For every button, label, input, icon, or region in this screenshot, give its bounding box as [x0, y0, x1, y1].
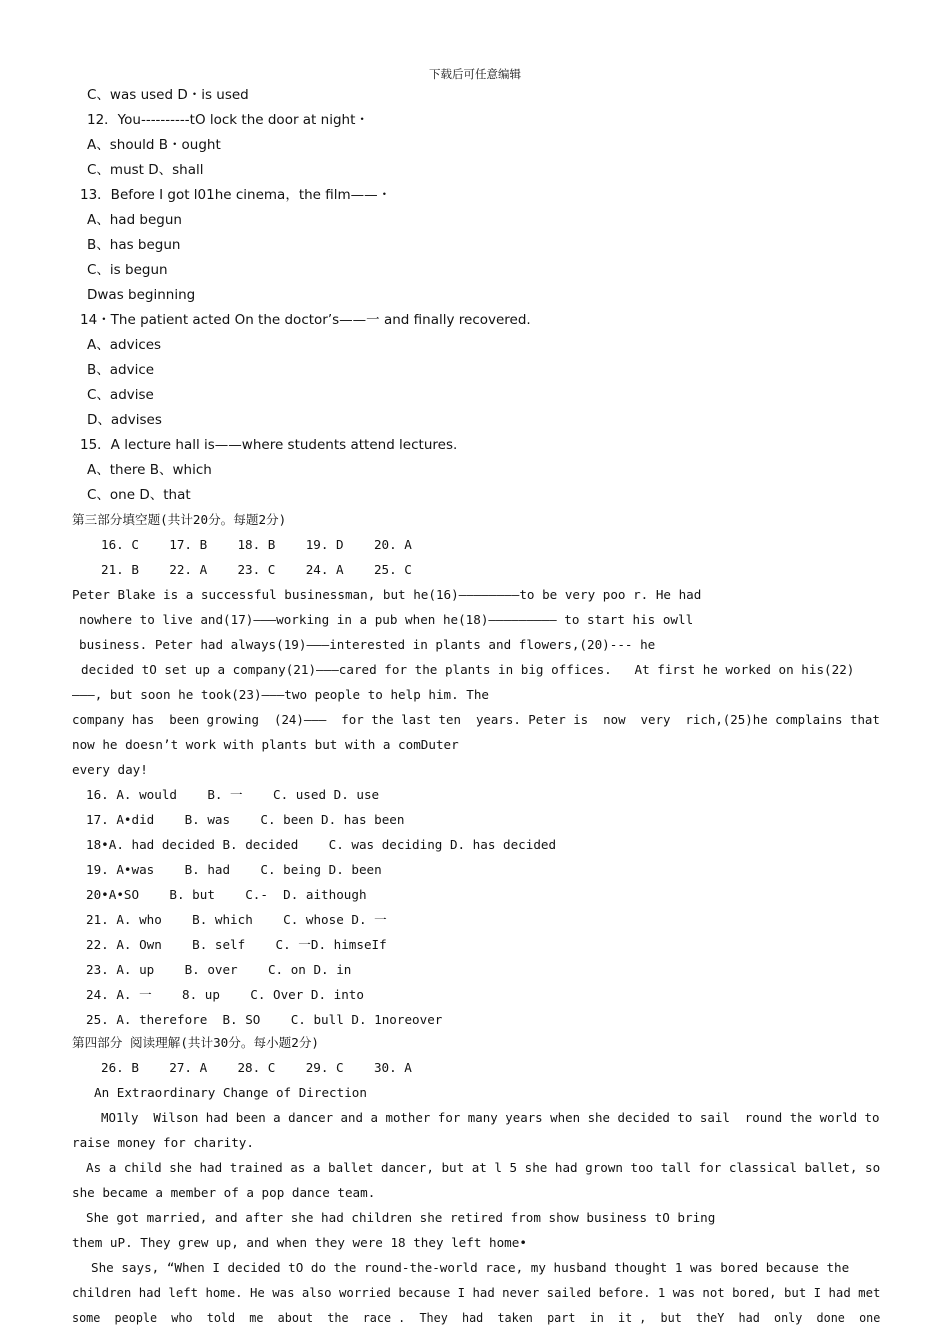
question-15-options-ab: A、there B、which	[87, 462, 212, 478]
question-14-option-c: C、advise	[87, 387, 154, 403]
cloze-option-row: 17. A•did B. was C. been D. has been	[86, 812, 405, 827]
reading-passage-line: raise money for charity.	[72, 1135, 254, 1150]
reading-passage-line: As a child she had trained as a ballet dancer, but at l 5 she had grown too tall for classical ballet, so	[86, 1160, 881, 1175]
cloze-passage-line: business. Peter had always(19)———interested in plants and flowers,(20)--- he	[79, 637, 656, 652]
reading-passage-line: children had left home. He was also worried because I had never sailed before. 1 was not bored, but I had met	[72, 1285, 881, 1300]
question-14-option-d: D、advises	[87, 412, 162, 428]
part4-answers: 26. B 27. A 28. C 29. C 30. A	[101, 1060, 412, 1075]
cloze-option-row: 21. A. who B. which C. whose D. 一	[86, 912, 387, 927]
part4-heading: 第四部分 阅读理解(共计30分。每小题2分)	[72, 1035, 319, 1050]
cloze-passage-line: decided tO set up a company(21)———cared for the plants in big offices. At first he worked on his(22)	[81, 662, 855, 677]
cloze-option-row: 25. A. therefore B. SO C. bull D. 1noreover	[86, 1012, 443, 1027]
question-12-options-cd: C、must D、shall	[87, 162, 204, 178]
reading-passage-line: them uP. They grew up, and when they were 18 they left home•	[72, 1235, 527, 1250]
cloze-passage-line: now he doesn’t work with plants but with a comDuter	[72, 737, 459, 752]
part3-answers-row-2: 21. B 22. A 23. C 24. A 25. C	[101, 562, 412, 577]
question-12-stem: 12．You----------tO lock the door at night・	[87, 112, 369, 128]
cloze-option-row: 24. A. 一 8. up C. Over D. into	[86, 987, 364, 1002]
reading-title: An Extraordinary Change of Direction	[94, 1085, 367, 1100]
question-15-stem: 15．A lecture hall is——where students attend lectures.	[80, 437, 458, 453]
cloze-passage-line: every day!	[72, 762, 148, 777]
part3-heading: 第三部分填空题(共计20分。每题2分)	[72, 512, 287, 527]
reading-passage-line: MO1ly Wilson had been a dancer and a mother for many years when she decided to sail round the world to	[101, 1110, 880, 1125]
question-14-option-a: A、advices	[87, 337, 162, 353]
question-13-option-d: Dwas beginning	[87, 287, 196, 303]
cloze-passage-line: Peter Blake is a successful businessman, but he(16)————————to be very poo r. He had	[72, 587, 702, 602]
question-12-options-ab: A、should B・ought	[87, 137, 221, 153]
reading-passage-line: She says, “When I decided tO do the round-the-world race, my husband thought 1 was bored because the	[91, 1260, 850, 1275]
question-11-options-cd: C、was used D・is used	[87, 87, 249, 103]
cloze-passage-line: nowhere to live and(17)———working in a pub when he(18)————————— to start his owll	[79, 612, 694, 627]
cloze-option-row: 23. A. up B. over C. on D. in	[86, 962, 352, 977]
reading-passage-line: some people who told me about the race . They had taken part in it , but theY had only done one	[72, 1310, 881, 1325]
cloze-option-row: 18•A. had decided B. decided C. was deciding D. has decided	[86, 837, 557, 852]
cloze-passage-line: ———, but soon he took(23)———two people to help him. The	[72, 687, 490, 702]
question-15-options-cd: C、one D、that	[87, 487, 191, 503]
reading-passage-line: She got married, and after she had children she retired from show business tO bring	[86, 1210, 716, 1225]
question-14-option-b: B、advice	[87, 362, 155, 378]
page-header: 下载后可任意编辑	[429, 67, 521, 81]
cloze-option-row: 16. A. would B. 一 C. used D. use	[86, 787, 380, 802]
question-13-option-c: C、is begun	[87, 262, 168, 278]
cloze-option-row: 19. A•was B. had C. being D. been	[86, 862, 382, 877]
cloze-option-row: 20•A•SO B. but C.- D. aithough	[86, 887, 367, 902]
question-13-option-a: A、had begun	[87, 212, 182, 228]
reading-passage-line: she became a member of a pop dance team.	[72, 1185, 376, 1200]
question-13-option-b: B、has begun	[87, 237, 181, 253]
cloze-option-row: 22. A. Own B. self C. 一D. himseIf	[86, 937, 387, 952]
question-13-stem: 13．Before I got l01he cinema，the film——・	[80, 187, 392, 203]
question-14-stem: 14・The patient acted On the doctor’s——一 and finally recovered.	[80, 312, 531, 328]
cloze-passage-line: company has been growing (24)——— for the last ten years. Peter is now very rich,(25)he complains that	[72, 712, 880, 727]
part3-answers-row-1: 16. C 17. B 18. B 19. D 20. A	[101, 537, 412, 552]
